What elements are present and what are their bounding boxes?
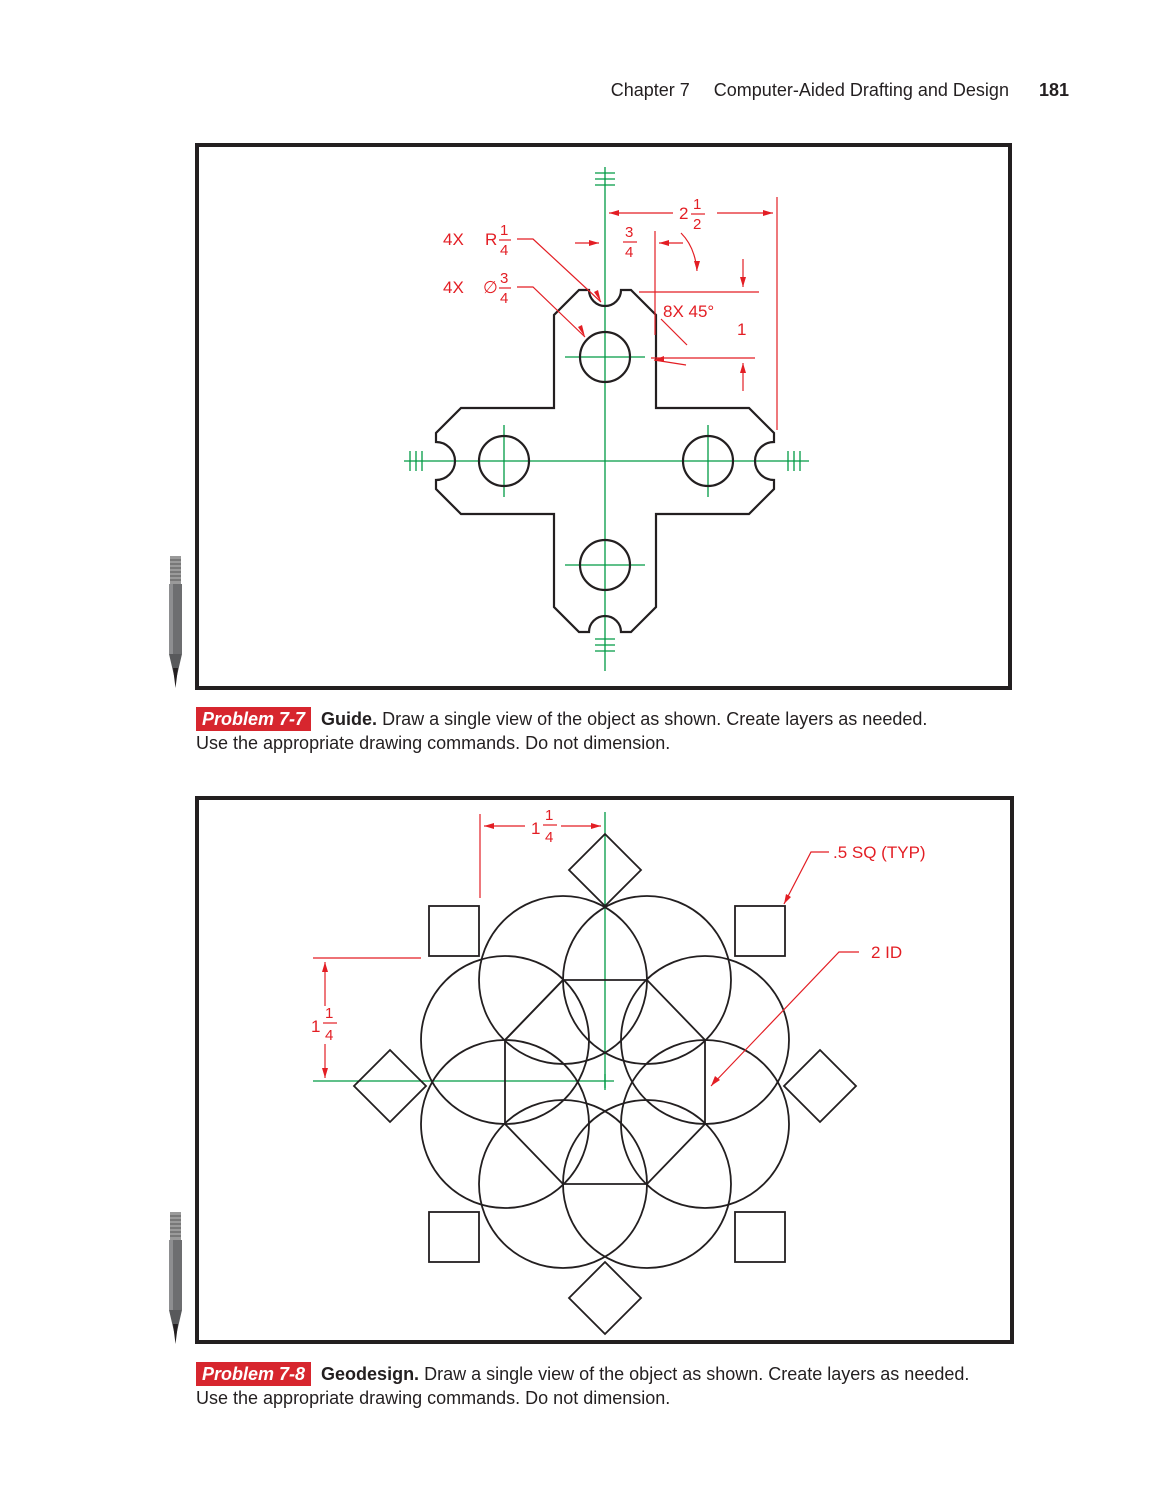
offset-denominator: 4 [625, 244, 634, 261]
geodesign-drawing [199, 800, 1010, 1340]
caption-line-2: Use the appropriate drawing commands. Do not dimension. [196, 733, 671, 753]
radius-symbol: R [485, 230, 498, 249]
problem-tag: Problem 7-7 [196, 707, 311, 731]
radius-numerator: 1 [500, 222, 509, 239]
v-dimension-numerator: 1 [325, 1005, 334, 1022]
caption-problem-7-7 [196, 707, 996, 755]
diameter-count: 4X [443, 278, 464, 297]
width-numerator: 1 [693, 196, 702, 213]
page-number: 181 [1038, 80, 1069, 100]
problem-name: Geodesign. [321, 1364, 420, 1384]
radius-count: 4X [443, 230, 464, 249]
figure-geodesign [195, 796, 1014, 1344]
diameter-denominator: 4 [500, 290, 509, 307]
caption-line-1: Draw a single view of the object as shown. Create layers as needed. [382, 709, 928, 729]
radius-denominator: 4 [500, 242, 509, 259]
v-dimension-whole: 1 [311, 1017, 321, 1036]
pencil-icon [166, 556, 186, 690]
caption-problem-7-8 [196, 1362, 1026, 1410]
caption-line-1: Draw a single view of the object as shown. Create layers as needed. [424, 1364, 970, 1384]
h-dimension-numerator: 1 [545, 807, 554, 824]
geodesign-arrowheads [322, 823, 791, 1086]
problem-name: Guide. [321, 709, 378, 729]
h-dimension-denominator: 4 [545, 829, 554, 846]
geodesign-dimension-text [311, 807, 926, 1044]
diameter-numerator: 3 [500, 270, 509, 287]
chamfer-note: 8X 45° [663, 302, 715, 321]
square-note: .5 SQ (TYP) [833, 843, 926, 862]
width-whole: 2 [679, 204, 689, 223]
width-denominator: 2 [693, 216, 702, 233]
circle-note: 2 ID [871, 943, 903, 962]
figure-guide [195, 143, 1012, 690]
problem-tag: Problem 7-8 [196, 1362, 311, 1386]
centerlines [404, 167, 809, 671]
diameter-symbol: ∅ [483, 278, 498, 297]
height-dimension: 1 [737, 320, 747, 339]
h-dimension-whole: 1 [531, 819, 541, 838]
running-header [611, 80, 1069, 101]
geodesign-dimension-lines [313, 814, 859, 1086]
pencil-icon [166, 1212, 186, 1346]
v-dimension-denominator: 4 [325, 1027, 334, 1044]
guide-drawing [199, 147, 1008, 686]
guide-dimension-text [443, 196, 746, 339]
chapter-label: Chapter 7 [610, 80, 690, 100]
offset-numerator: 3 [625, 224, 634, 241]
caption-line-2: Use the appropriate drawing commands. Do not dimension. [196, 1388, 671, 1408]
chapter-title: Computer-Aided Drafting and Design [713, 80, 1009, 100]
